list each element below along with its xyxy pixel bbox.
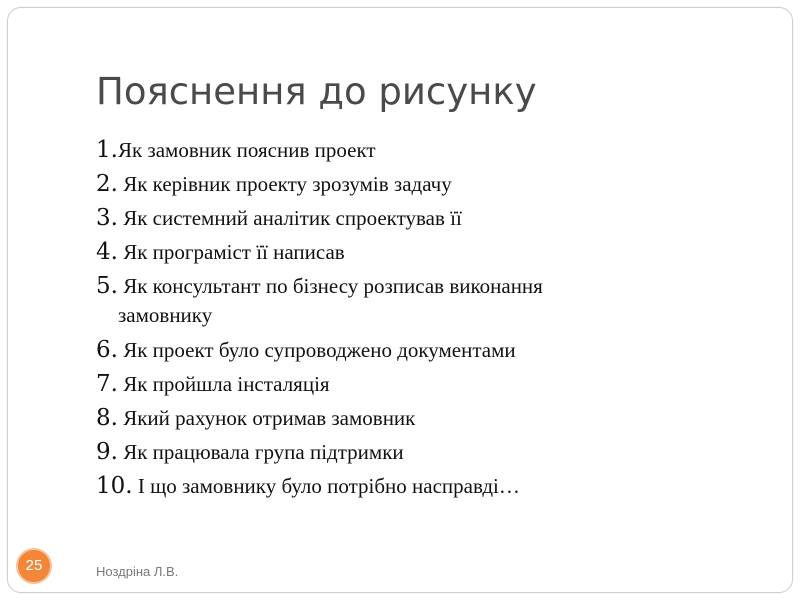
- item-number: 7.: [96, 371, 118, 397]
- item-number: 2.: [96, 171, 118, 197]
- item-text: Як програміст її написав: [117, 240, 345, 264]
- item-text: Який рахунок отримав замовник: [117, 406, 416, 430]
- item-number: 8.: [96, 405, 118, 431]
- list-item: [96, 336, 736, 370]
- item-number: 5.: [96, 273, 118, 299]
- item-text: І що замовнику було потрібно насправді…: [132, 474, 520, 498]
- list-item: [96, 272, 736, 336]
- item-text: Як системний аналітик спроектував її: [117, 206, 462, 230]
- item-text-continuation: замовнику: [118, 303, 213, 327]
- item-number: 3.: [96, 205, 118, 231]
- page-number-badge: 25: [16, 548, 52, 584]
- list-item: [96, 238, 736, 272]
- author-footer: Ноздріна Л.В.: [96, 564, 179, 579]
- item-text: Як замовник пояснив проект: [117, 138, 376, 162]
- list-item: [96, 136, 736, 170]
- item-text: Як керівник проекту зрозумів задачу: [117, 172, 452, 196]
- item-number: 1.: [96, 137, 118, 163]
- list-item: [96, 404, 736, 438]
- item-text: Як проект було супроводжено документами: [117, 338, 516, 362]
- list-item: [96, 472, 736, 506]
- list-item: [96, 204, 736, 238]
- item-number: 9.: [96, 439, 118, 465]
- item-text: Як пройшла інсталяція: [117, 372, 330, 396]
- list-item: [96, 370, 736, 404]
- list-item: [96, 438, 736, 472]
- item-text: Як працювала група підтримки: [117, 440, 404, 464]
- item-text: Як консультант по бізнесу розписав виконання: [117, 274, 543, 298]
- slide-title: Пояснення до рисунку: [96, 70, 537, 113]
- slide: [7, 7, 793, 593]
- list-item: [96, 170, 736, 204]
- item-number: 4.: [96, 239, 118, 265]
- item-number: 10.: [96, 473, 133, 499]
- explanation-list: [96, 136, 736, 506]
- item-number: 6.: [96, 337, 118, 363]
